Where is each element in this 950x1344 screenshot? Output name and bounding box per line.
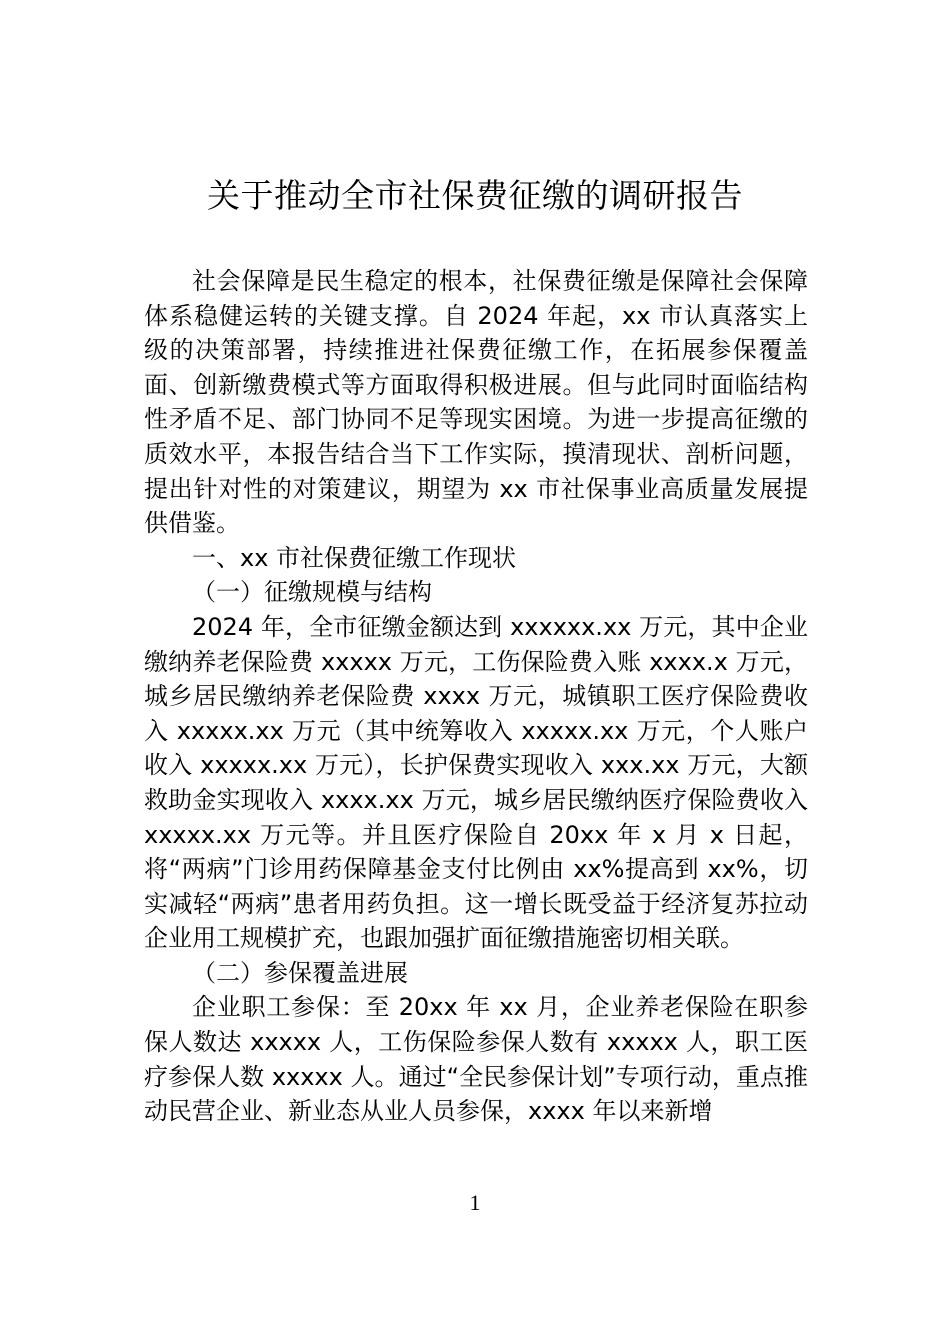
- intro-paragraph: 社会保障是民生稳定的根本，社保费征缴是保障社会保障体系稳健运转的关键支撑。自 2024 年起，xx 市认真落实上级的决策部署，持续推进社保费征缴工作，在拓展参保覆盖面、创新缴费模式等方面取得积极进展。但与此同时面临结构性矛盾不足、部门协同不足等现实困境。为进一步提高征缴的质效水平，本报告结合当下工作实际，摸清现状、剖析问题，提出针对性的对策建议，期望为 xx 市社保事业高质量发展提供借鉴。: [144, 267, 808, 538]
- document-body: [144, 264, 808, 1129]
- subsection-heading-2: （二）参保覆盖进展: [192, 958, 408, 987]
- page-number: 1: [469, 1190, 481, 1215]
- collection-scale-paragraph: 2024 年，全市征缴金额达到 xxxxxx.xx 万元，其中企业缴纳养老保险费 xxxxx 万元，工伤保险费入账 xxxx.x 万元，城乡居民缴纳养老保险费 xxxx 万元，城镇职工医疗保险费收入 xxxxx.xx 万元（其中统筹收入 xxxxx.xx 万元，个人账户收入 xxxxx.xx 万元），长护保费实现收入 xxx.xx 万元，大额救助金实现收入 xxxx.xx 万元，城乡居民缴纳医疗保险费收入 xxxxx.xx 万元等。并且医疗保险自 20xx 年 x 月 x 日起，将“两病”门诊用药保障基金支付比例由 xx%提高到 xx%，切实减轻“两病”患者用药负担。这一增长既受益于经济复苏拉动企业用工规模扩充，也跟加强扩面征缴措施密切相关联。: [144, 612, 808, 953]
- document-title: 关于推动全市社保费征缴的调研报告: [207, 176, 743, 215]
- section-heading-1: 一、xx 市社保费征缴工作现状: [192, 543, 517, 572]
- subsection-heading-1: （一）征缴规模与结构: [192, 578, 432, 607]
- coverage-paragraph: 企业职工参保：至 20xx 年 xx 月，企业养老保险在职参保人数达 xxxxx 人，工伤保险参保人数有 xxxxx 人，职工医疗参保人数 xxxxx 人。通过“全民参保计划”专项行动，重点推动民营企业、新业态从业人员参保，xxxx 年以来新增: [144, 993, 808, 1126]
